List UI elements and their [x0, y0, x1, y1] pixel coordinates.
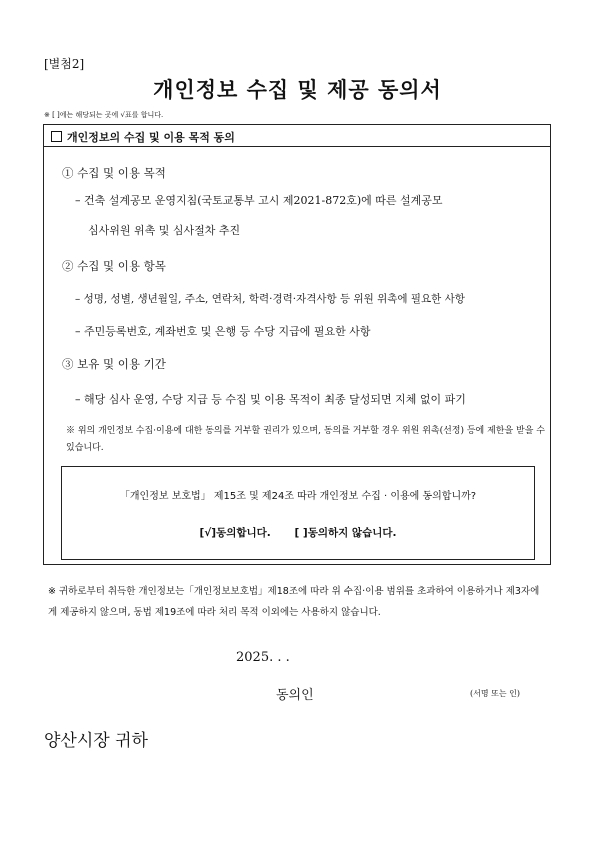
signature-field[interactable]: (서명 또는 인): [470, 689, 520, 698]
consent-disagree-checkbox[interactable]: [ ]동의하지 않습니다.: [294, 527, 397, 539]
box-header: [44, 125, 550, 147]
purpose-item-2: 심사위원 위촉 및 심사절차 추진: [88, 224, 241, 237]
refusal-right-warning: ※ 위의 개인정보 수집·이용에 대한 동의를 거부할 권리가 있으며, 동의를 거부할 경우 위원 위촉(선정) 등에 제한을 받을 수 있습니다.: [66, 426, 545, 453]
square-icon: [51, 131, 62, 142]
document-title: 개인정보 수집 및 제공 동의서: [153, 78, 442, 102]
collected-item-1: – 성명, 성별, 생년월일, 주소, 연락처, 학력·경력·자격사항 등 위원 위촉에 필요한 사항: [75, 293, 465, 305]
section-heading-retention: ③ 보유 및 이용 기간: [62, 357, 166, 371]
signer-label: 동의인: [276, 688, 314, 703]
section-heading-purpose: ① 수집 및 이용 목적: [62, 166, 166, 180]
consent-question-box: [61, 466, 535, 560]
section-heading-items: ② 수집 및 이용 항목: [62, 259, 166, 273]
recipient: 양산시장 귀하: [44, 731, 148, 751]
privacy-footnote: ※ 귀하로부터 취득한 개인정보는「개인정보보호법」제18조에 따라 위 수집·이용 범위를 초과하여 이용하거나 제3자에게 제공하지 않으며, 동법 제19조에 따라 처리 목적 이외에는 사용하지 않습니다.: [48, 586, 540, 618]
collected-item-2: – 주민등록번호, 계좌번호 및 은행 등 수당 지급에 필요한 사항: [75, 325, 371, 338]
box-header-title: [51, 129, 235, 145]
date-field[interactable]: 2025. . .: [236, 650, 290, 665]
annex-label: [별첨2]: [44, 57, 85, 71]
consent-agree-checkbox[interactable]: [√]동의합니다.: [199, 527, 271, 539]
checkbox-instruction-note: ※ [ ]에는 해당되는 곳에 √표를 합니다.: [44, 111, 164, 119]
consent-question: 「개인정보 보호법」 제15조 및 제24조 따라 개인정보 수집 · 이용에 동의합니까?: [119, 491, 477, 502]
box-header-label: 개인정보의 수집 및 이용 목적 동의: [67, 131, 235, 144]
purpose-item-1: – 건축 설계공모 운영지침(국토교통부 고시 제2021-872호)에 따른 설계공모: [75, 194, 443, 207]
retention-item-1: – 해당 심사 운영, 수당 지급 등 수집 및 이용 목적이 최종 달성되면 지체 없이 파기: [75, 393, 466, 406]
consent-options: [62, 525, 534, 540]
